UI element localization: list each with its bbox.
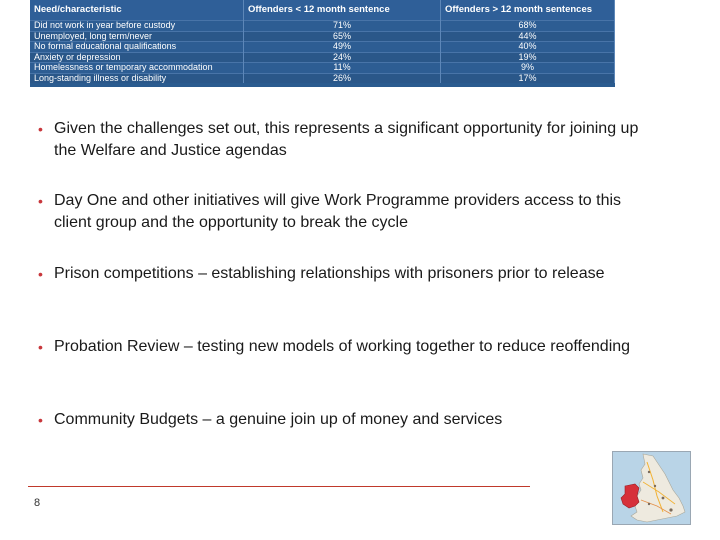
bullet-text: Prison competitions – establishing relationships with prisoners prior to release <box>54 265 605 282</box>
bullet-text: Probation Review – testing new models of working together to reduce reoffending <box>54 338 631 355</box>
table-cell: 9% <box>441 63 615 74</box>
bullet-text: Given the challenges set out, this represents a significant opportunity for joining up the Welfare and Justice agendas <box>54 120 639 159</box>
table-row <box>30 31 615 42</box>
bullet-item <box>38 263 658 285</box>
bullet-item <box>38 118 658 162</box>
bullet-marker: • <box>38 193 43 209</box>
footer-divider <box>28 486 530 487</box>
bullet-text: Day One and other initiatives will give Work Programme providers access to this client group and the opportunity to break the cycle <box>54 192 622 231</box>
table-cell: Long-standing illness or disability <box>30 73 244 83</box>
bullet-marker: • <box>38 121 43 137</box>
table-cell: Anxiety or depression <box>30 52 244 63</box>
header-long-sentence: Offenders > 12 month sentences <box>441 0 615 21</box>
table-cell: 40% <box>441 42 615 53</box>
table-row <box>30 73 615 83</box>
table-cell: Unemployed, long term/never <box>30 31 244 42</box>
bullet-text: Community Budgets – a genuine join up of money and services <box>54 411 503 428</box>
bullet-marker: • <box>38 339 43 355</box>
table-header-row <box>30 0 615 21</box>
table-row <box>30 52 615 63</box>
bullet-item <box>38 336 658 358</box>
page-number: 8 <box>34 497 41 509</box>
table-cell: 19% <box>441 52 615 63</box>
header-need: Need/characteristic <box>30 0 244 21</box>
table-cell: 24% <box>244 52 441 63</box>
table-cell: 44% <box>441 31 615 42</box>
table-cell: 49% <box>244 42 441 53</box>
bullet-item <box>38 409 658 431</box>
table-row <box>30 21 615 32</box>
table-row <box>30 42 615 53</box>
uk-map-icon <box>612 451 691 525</box>
offender-needs-table <box>30 0 615 83</box>
table-cell: 65% <box>244 31 441 42</box>
table-cell: 71% <box>244 21 441 32</box>
table-cell: 17% <box>441 73 615 83</box>
table-row <box>30 63 615 74</box>
table-cell: No formal educational qualifications <box>30 42 244 53</box>
offender-needs-table-image <box>30 0 615 87</box>
bullet-item <box>38 190 658 234</box>
table-cell: 11% <box>244 63 441 74</box>
table-cell: 26% <box>244 73 441 83</box>
table-cell: 68% <box>441 21 615 32</box>
table-cell: Did not work in year before custody <box>30 21 244 32</box>
table-cell: Homelessness or temporary accommodation <box>30 63 244 74</box>
header-short-sentence: Offenders < 12 month sentence <box>244 0 441 21</box>
bullet-marker: • <box>38 266 43 282</box>
bullet-marker: • <box>38 412 43 428</box>
